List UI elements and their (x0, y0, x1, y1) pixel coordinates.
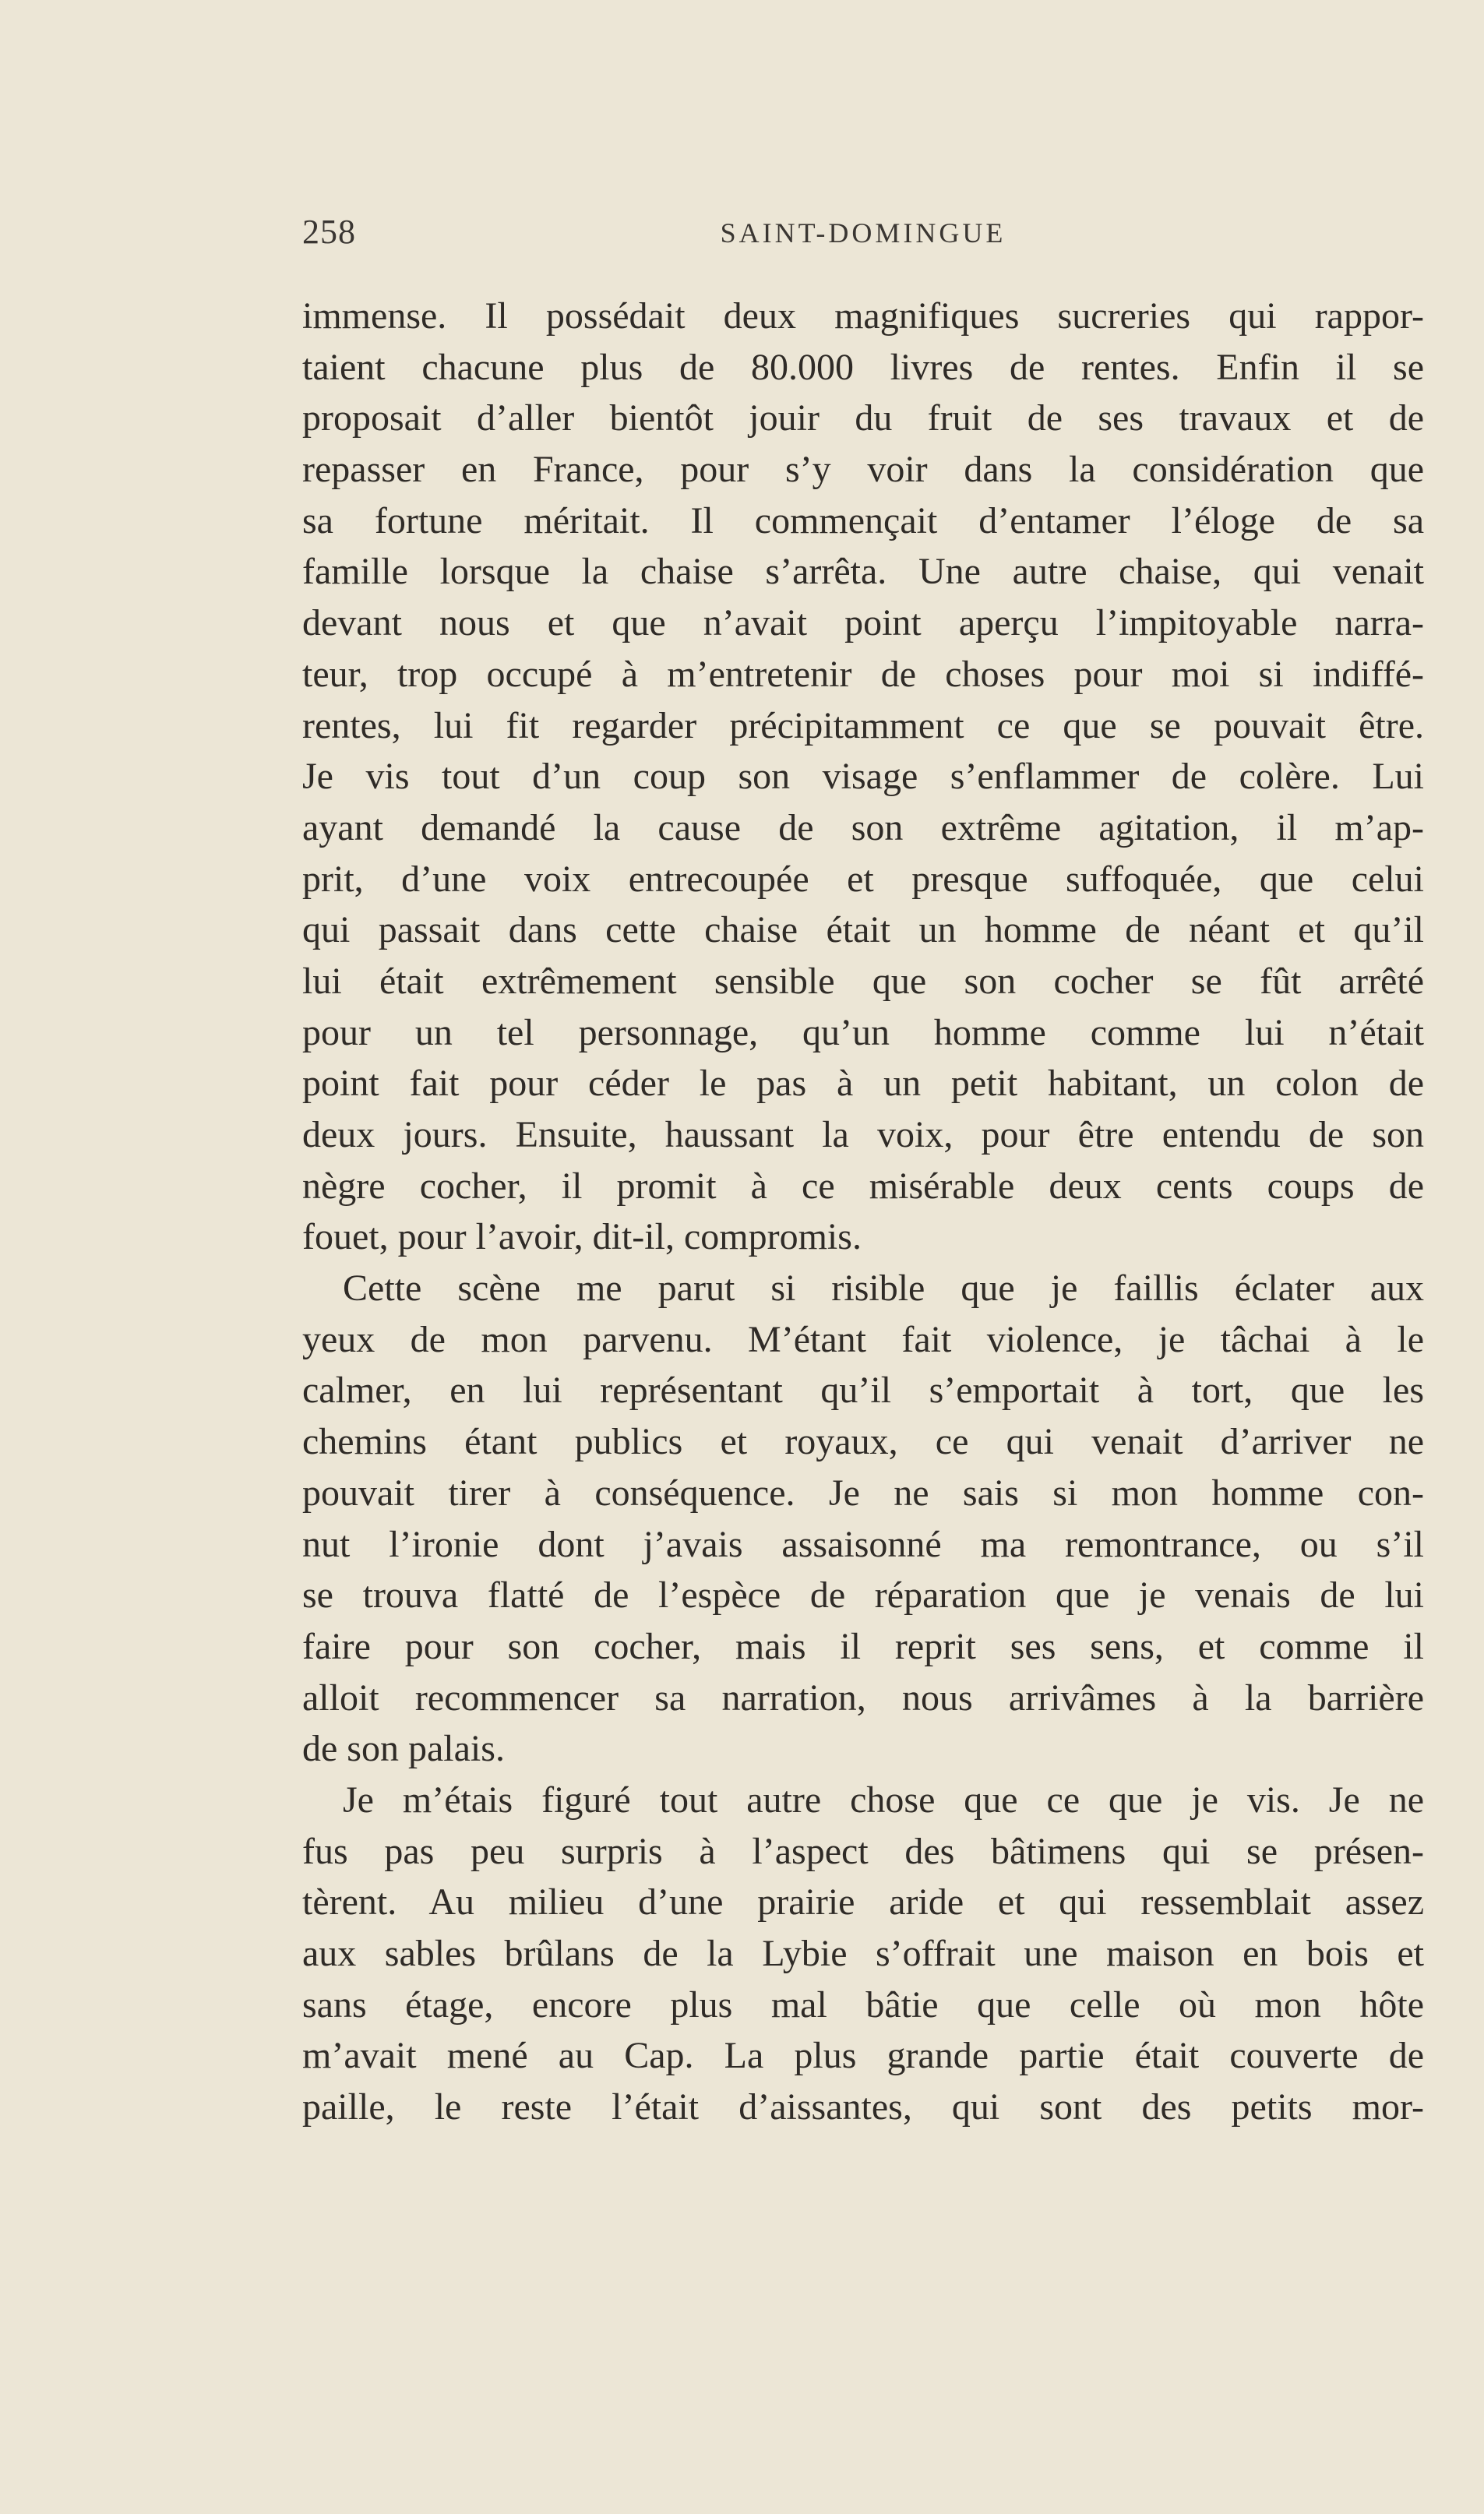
text-line: famille lorsque la chaise s’arrêta. Une autre chaise, qui venait (302, 551, 1424, 593)
text-line: fus pas peu surpris à l’aspect des bâtimens qui se présen- (302, 1830, 1424, 1872)
text-line: qui passait dans cette chaise était un homme de néant et qu’il (302, 909, 1424, 951)
text-line: immense. Il possédait deux magnifiques sucreries qui rappor- (302, 295, 1424, 337)
text-line: lui était extrêmement sensible que son cocher se fût arrêté (302, 960, 1424, 1002)
text-line: sans étage, encore plus mal bâtie que celle où mon hôte (302, 1983, 1424, 2026)
text-line: nut l’ironie dont j’avais assaisonné ma remontrance, ou s’il (302, 1523, 1424, 1565)
text-line: sa fortune méritait. Il commençait d’entamer l’éloge de sa (302, 499, 1424, 541)
text-line: devant nous et que n’avait point aperçu l’impitoyable narra- (302, 602, 1424, 644)
text-line: Je m’étais figuré tout autre chose que ce que je vis. Je ne (343, 1779, 1424, 1821)
page-number: 258 (302, 213, 356, 251)
text-line: de son palais. (302, 1728, 505, 1770)
text-line: tèrent. Au milieu d’une prairie aride et qui ressemblait assez (302, 1881, 1424, 1923)
text-line: repasser en France, pour s’y voir dans la considération que (302, 449, 1424, 491)
text-line: chemins étant publics et royaux, ce qui venait d’arriver ne (302, 1421, 1424, 1463)
running-title: SAINT-DOMINGUE (720, 217, 1006, 249)
text-line: taient chacune plus de 80.000 livres de rentes. Enfin il se (302, 346, 1424, 388)
text-line: pour un tel personnage, qu’un homme comme lui n’était (302, 1011, 1424, 1053)
text-line: fouet, pour l’avoir, dit-il, compromis. (302, 1216, 862, 1258)
text-line: ayant demandé la cause de son extrême agitation, il m’ap- (302, 806, 1424, 848)
text-line: calmer, en lui représentant qu’il s’emportait à tort, que les (302, 1370, 1424, 1412)
text-line: teur, trop occupé à m’entretenir de choses pour moi si indiffé- (302, 653, 1424, 695)
text-line: rentes, lui fit regarder précipitamment ce que se pouvait être. (302, 704, 1424, 746)
text-line: proposait d’aller bientôt jouir du fruit de ses travaux et de (302, 397, 1424, 439)
text-line: deux jours. Ensuite, haussant la voix, pour être entendu de son (302, 1114, 1424, 1155)
text-line: point fait pour céder le pas à un petit habitant, un colon de (302, 1063, 1424, 1105)
text-line: Je vis tout d’un coup son visage s’enflammer de colère. Lui (302, 756, 1424, 798)
running-head (302, 212, 1424, 259)
text-line: prit, d’une voix entrecoupée et presque suffoquée, que celui (302, 858, 1424, 900)
text-line: aux sables brûlans de la Lybie s’offrait une maison en bois et (302, 1933, 1424, 1974)
text-line: alloit recommencer sa narration, nous arrivâmes à la barrière (302, 1677, 1424, 1719)
text-line: m’avait mené au Cap. La plus grande partie était couverte de (302, 2035, 1424, 2077)
text-line: Cette scène me parut si risible que je faillis éclater aux (343, 1268, 1424, 1310)
text-line: pouvait tirer à conséquence. Je ne sais si mon homme con- (302, 1472, 1424, 1514)
body-text (302, 291, 1424, 2133)
text-line: nègre cocher, il promit à ce misérable deux cents coups de (302, 1165, 1424, 1207)
text-line: se trouva flatté de l’espèce de réparation que je venais de lui (302, 1574, 1424, 1617)
text-line: yeux de mon parvenu. M’étant fait violence, je tâchai à le (302, 1318, 1424, 1360)
text-line: faire pour son cocher, mais il reprit ses sens, et comme il (302, 1625, 1424, 1667)
text-line: paille, le reste l’était d’aissantes, qui sont des petits mor- (302, 2086, 1424, 2128)
